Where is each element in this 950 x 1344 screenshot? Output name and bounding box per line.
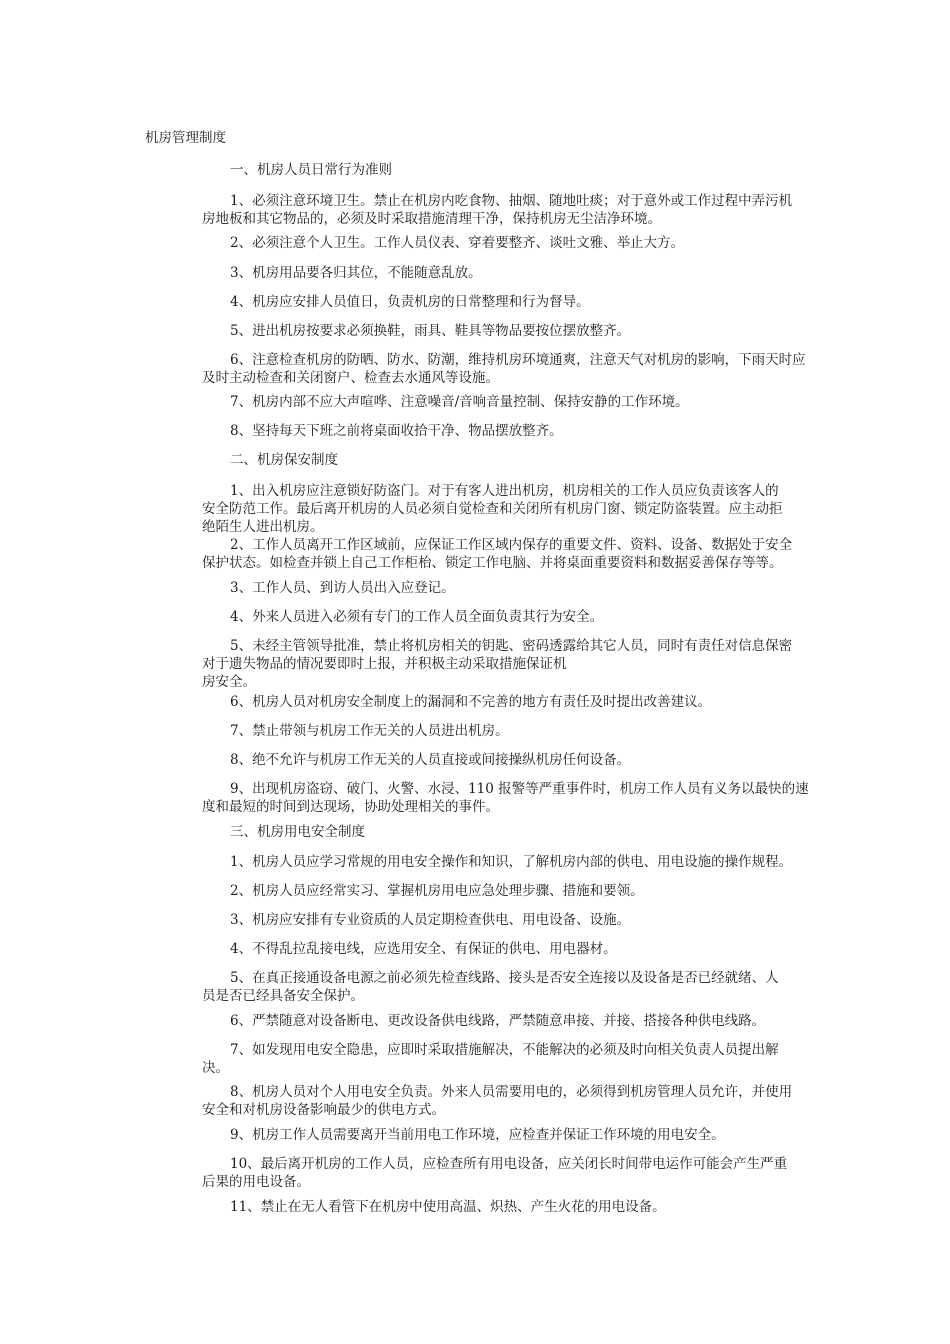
paragraph (202, 1155, 809, 1191)
paragraph: 4、不得乱拉乱接电线，应选用安全、有保证的供电、用电器材。 (230, 941, 617, 957)
paragraph-line: 员是否已经具备安全保护。 (202, 988, 364, 1004)
paragraph (202, 780, 809, 816)
paragraph: 1、机房人员应学习常规的用电安全操作和知识，了解机房内部的供电、用电设施的操作规程。 (230, 854, 793, 870)
paragraph: 4、机房应安排人员值日，负责机房的日常整理和行为督导。 (230, 294, 590, 310)
paragraph-line: 8、机房人员对个人用电安全负责。外来人员需要用电的，必须得到机房管理人员允许，并使用 (230, 1084, 793, 1100)
document-title: 机房管理制度 (145, 130, 226, 146)
paragraph (202, 351, 809, 387)
paragraph: 4、外来人员进入必须有专门的工作人员全面负责其行为安全。 (230, 609, 604, 625)
paragraph (202, 637, 809, 691)
paragraph-line: 7、如发现用电安全隐患，应即时采取措施解决，不能解决的必须及时向相关负责人员提出解 (230, 1042, 779, 1058)
section-heading-security: 二、机房保安制度 (230, 452, 338, 468)
paragraph-line: 10、最后离开机房的工作人员，应检查所有用电设备，应关闭长时间带电运作可能会产生严重 (230, 1156, 788, 1172)
paragraph-line: 安全和对机房设备影响最少的供电方式。 (202, 1102, 445, 1118)
paragraph: 2、机房人员应经常实习、掌握机房用电应急处理步骤、措施和要领。 (230, 883, 644, 899)
paragraph: 3、机房用品要各归其位，不能随意乱放。 (230, 265, 482, 281)
paragraph: 3、机房应安排有专业资质的人员定期检查供电、用电设备、设施。 (230, 912, 631, 928)
paragraph-line: 及时主动检查和关闭窗户、检查去水通风等设施。 (202, 370, 499, 386)
paragraph (202, 969, 809, 1005)
paragraph-line: 绝陌生人进出机房。 (202, 519, 324, 535)
paragraph: 6、机房人员对机房安全制度上的漏洞和不完善的地方有责任及时提出改善建议。 (230, 694, 712, 710)
paragraph: 7、机房内部不应大声喧哗、注意噪音/音响音量控制、保持安静的工作环境。 (230, 394, 689, 410)
paragraph-line: 决。 (202, 1060, 229, 1076)
paragraph (202, 1083, 809, 1119)
paragraph-line: 2、工作人员离开工作区域前，应保证工作区域内保存的重要文件、资料、设备、数据处于安全 (230, 537, 793, 553)
paragraph: 11、禁止在无人看管下在机房中使用高温、炽热、产生火花的用电设备。 (230, 1199, 666, 1215)
paragraph: 5、进出机房按要求必须换鞋，雨具、鞋具等物品要按位摆放整齐。 (230, 323, 631, 339)
paragraph-line: 5、在真正接通设备电源之前必须先检查线路、接头是否安全连接以及设备是否已经就绪、人 (230, 970, 779, 986)
paragraph-line: 6、注意检查机房的防晒、防水、防潮，维持机房环境通爽，注意天气对机房的影响，下雨天时应 (230, 352, 806, 368)
paragraph (202, 1041, 809, 1077)
paragraph: 6、严禁随意对设备断电、更改设备供电线路，严禁随意串接、并接、搭接各种供电线路。 (230, 1013, 766, 1029)
paragraph-line: 对于遗失物品的情况要即时上报，并积极主动采取措施保证机 (202, 656, 567, 672)
section-heading-power: 三、机房用电安全制度 (230, 824, 365, 840)
paragraph-line: 5、未经主管领导批准，禁止将机房相关的钥匙、密码透露给其它人员，同时有责任对信息保密 (230, 638, 793, 654)
paragraph: 8、坚持每天下班之前将桌面收拾干净、物品摆放整齐。 (230, 423, 563, 439)
paragraph-line: 房安全。 (202, 674, 256, 690)
paragraph: 7、禁止带领与机房工作无关的人员进出机房。 (230, 723, 509, 739)
paragraph (202, 482, 809, 536)
paragraph: 8、绝不允许与机房工作无关的人员直接或间接操纵机房任何设备。 (230, 752, 631, 768)
paragraph-line: 保护状态。如检查并锁上自己工作柜枱、锁定工作电脑、并将桌面重要资料和数据妥善保存等等。 (202, 555, 783, 571)
paragraph: 9、机房工作人员需要离开当前用电工作环境，应检查并保证工作环境的用电安全。 (230, 1127, 725, 1143)
paragraph: 2、必须注意个人卫生。工作人员仪表、穿着要整齐、谈吐文雅、举止大方。 (230, 235, 685, 251)
paragraph-line: 安全防范工作。最后离开机房的人员必须自觉检查和关闭所有机房门窗、锁定防盗装置。应主动拒 (202, 501, 783, 517)
paragraph-line: 房地板和其它物品的，必须及时采取措施清理干净，保持机房无尘洁净环境。 (202, 211, 661, 227)
paragraph-line: 9、出现机房盗窃、破门、火警、水浸、110 报警等严重事件时，机房工作人员有义务以最快的速 (230, 781, 809, 797)
paragraph-line: 1、出入机房应注意锁好防盗门。对于有客人进出机房，机房相关的工作人员应负责该客人的 (230, 483, 779, 499)
paragraph-line: 度和最短的时间到达现场，协助处理相关的事件。 (202, 799, 499, 815)
section-heading-behavior: 一、机房人员日常行为准则 (230, 162, 392, 178)
paragraph-line: 1、必须注意环境卫生。禁止在机房内吃食物、抽烟、随地吐痰；对于意外或工作过程中弄污机 (230, 193, 793, 209)
paragraph: 3、工作人员、到访人员出入应登记。 (230, 580, 455, 596)
paragraph (202, 192, 809, 228)
paragraph (202, 536, 809, 572)
paragraph-line: 后果的用电设备。 (202, 1174, 310, 1190)
